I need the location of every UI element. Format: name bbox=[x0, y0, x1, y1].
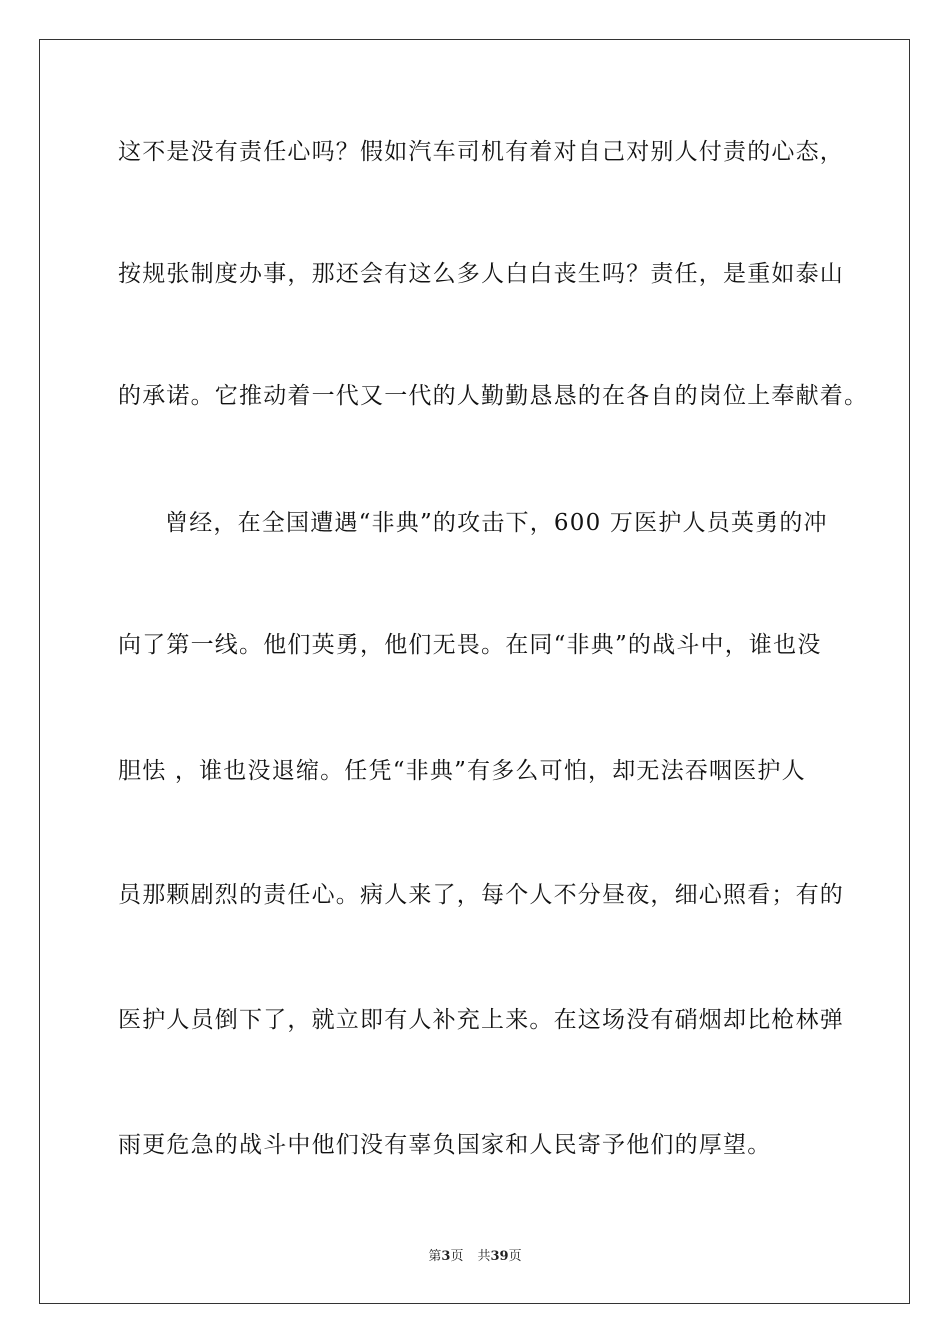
page-border bbox=[39, 39, 910, 1304]
page-prefix: 第 bbox=[428, 1249, 442, 1264]
page-number: 3 bbox=[441, 1249, 451, 1264]
total-suffix: 页 bbox=[508, 1249, 522, 1264]
body-text-line: 雨更危急的战斗中他们没有辜负国家和人民寄予他们的厚望。 bbox=[118, 1132, 772, 1158]
paragraph-first-line: 曾经，在全国遭遇“非典”的攻击下，600 万医护人员英勇的冲 bbox=[165, 510, 828, 536]
body-text-line: 员那颗剧烈的责任心。病人来了，每个人不分昼夜，细心照看；有的 bbox=[118, 882, 844, 908]
body-text-line: 向了第一线。他们英勇，他们无畏。在同“非典”的战斗中，谁也没 bbox=[118, 632, 822, 658]
body-text-line: 的承诺。它推动着一代又一代的人勤勤恳恳的在各自的岗位上奉献着。 bbox=[118, 383, 869, 409]
page-footer bbox=[0, 1248, 950, 1266]
total-prefix: 共 bbox=[477, 1249, 491, 1264]
body-text-line: 胆怯 ，谁也没退缩。任凭“非典”有多么可怕，却无法吞咽医护人 bbox=[118, 758, 806, 784]
body-text-line: 医护人员倒下了，就立即有人补充上来。在这场没有硝烟却比枪林弹 bbox=[118, 1007, 844, 1033]
body-text-line: 这不是没有责任心吗？假如汽车司机有着对自己对别人付责的心态， bbox=[118, 139, 844, 165]
page-suffix: 页 bbox=[450, 1249, 464, 1264]
body-text-line: 按规张制度办事，那还会有这么多人白白丧生吗？责任，是重如泰山 bbox=[118, 261, 844, 287]
total-pages: 39 bbox=[490, 1249, 509, 1264]
